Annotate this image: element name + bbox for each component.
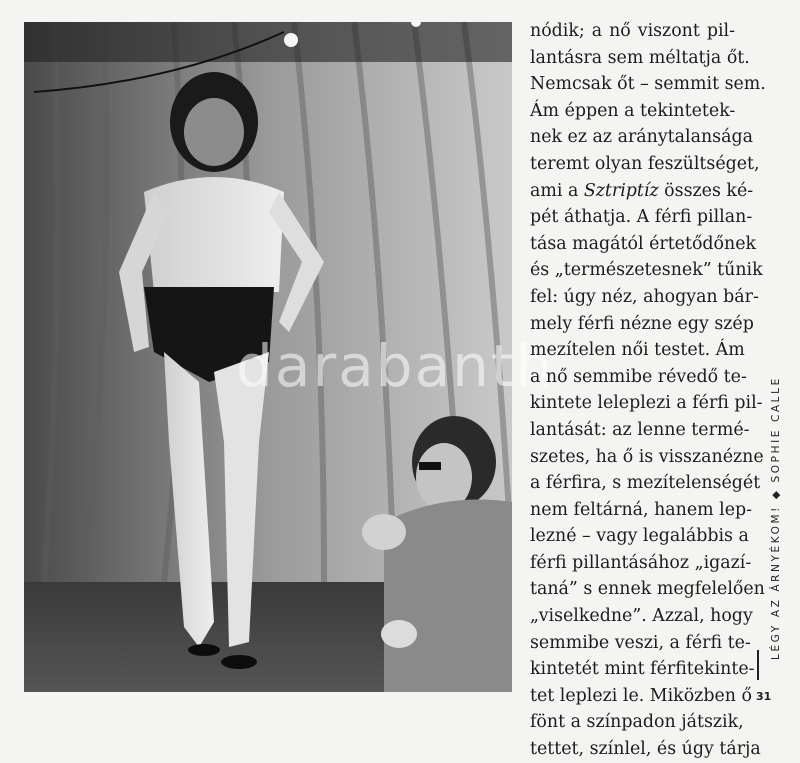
body-text-line: taná” s ennek megfelelően xyxy=(530,579,765,600)
body-text-line: kintetét mint férfitekinte- xyxy=(530,659,755,680)
watermark: darabanth xyxy=(236,332,555,400)
running-head: LÉGY AZ ÁRNYÉKOM! ◆ SOPHIE CALLE xyxy=(770,376,782,660)
side-rule xyxy=(757,650,759,680)
body-text-line: pét áthatja. A férfi pillan- xyxy=(530,207,753,228)
body-text-line: kintete leleplezi a férfi pil- xyxy=(530,393,763,414)
body-text-line: lantását: az lenne termé- xyxy=(530,419,750,440)
body-text-line: Nemcsak őt – semmit sem. xyxy=(530,74,766,95)
body-text-line: tása magától értetődőnek xyxy=(530,233,757,254)
body-text-line: nek ez az aránytalansága xyxy=(530,127,753,148)
body-text-line: fel: úgy néz, ahogyan bár- xyxy=(530,286,759,307)
page-number: 31 xyxy=(756,690,772,703)
body-text-line: a nő semmibe révedő te- xyxy=(530,366,747,387)
body-text-line: és „természetesnek” tűnik xyxy=(530,260,763,281)
body-text-line: semmibe veszi, a férfi te- xyxy=(530,632,751,653)
body-text-line: „viselkedne”. Azzal, hogy xyxy=(530,606,753,627)
body-text-line: lantásra sem méltatja őt. xyxy=(530,47,750,68)
body-text-line: lezné – vagy legalábbis a xyxy=(530,526,749,547)
body-text-line: mezítelen női testet. Ám xyxy=(530,340,745,361)
body-text-line: tettet, színlel, és úgy tárja xyxy=(530,739,761,760)
body-text-line: férfi pillantásához „igazí- xyxy=(530,552,752,573)
body-text-line: a férfira, s mezítelenségét xyxy=(530,473,761,494)
body-text-line: fönt a színpadon játszik, xyxy=(530,712,744,733)
body-text-line: mely férfi nézne egy szép xyxy=(530,313,754,334)
body-text-line: teremt olyan feszültséget, xyxy=(530,153,760,174)
body-text-line: Ám éppen a tekintetek- xyxy=(530,100,736,121)
body-text-line: ami a Sztriptíz összes ké- xyxy=(530,180,754,201)
body-text-line: nem feltárná, hanem lep- xyxy=(530,499,753,520)
body-text-line: nódik; a nő viszont pil- xyxy=(530,21,735,41)
body-text-line: tet leplezi le. Miközben ő xyxy=(530,685,752,706)
body-text-line: szetes, ha ő is visszanézne xyxy=(530,446,764,467)
